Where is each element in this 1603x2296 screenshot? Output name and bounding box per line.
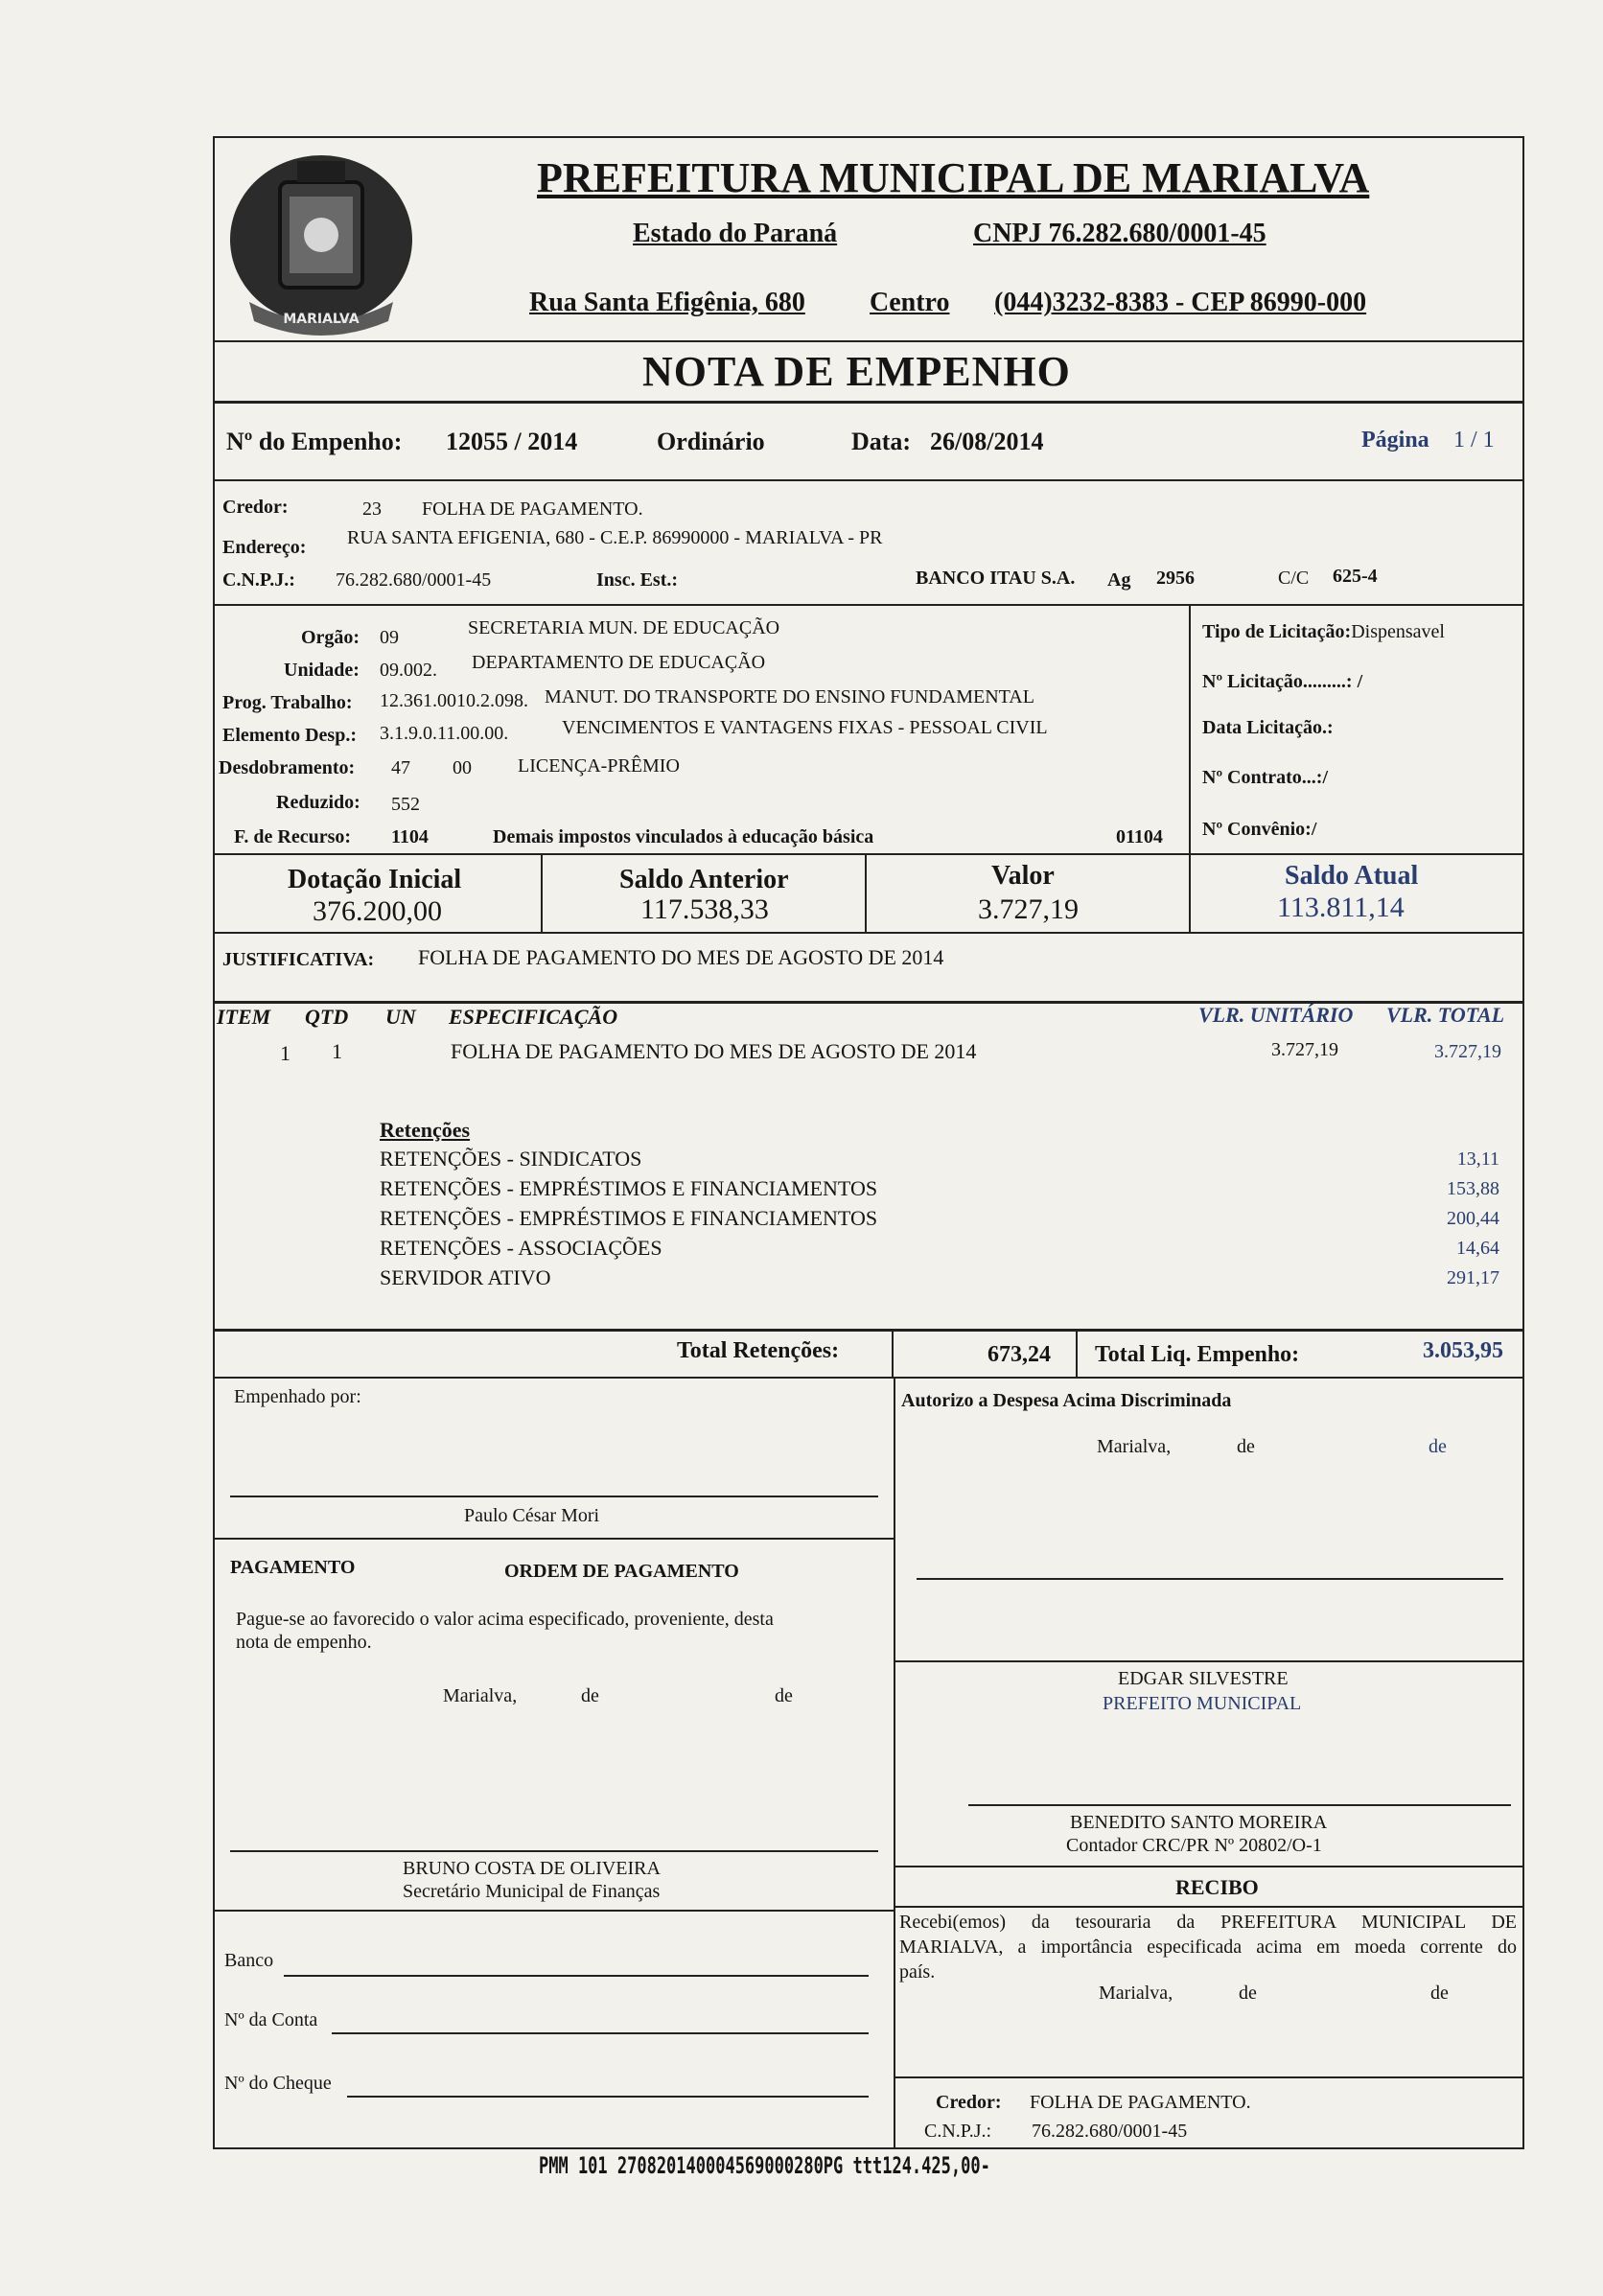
recibo-line-2: MARIALVA, a importância especificada acima em moeda corrente do [899,1937,1517,1958]
justificativa-label: JUSTIFICATIVA: [222,949,375,970]
autorizo-text: Autorizo a Despesa Acima Discriminada [901,1390,1232,1411]
total-liq: 3.053,95 [1423,1338,1503,1363]
endereco-label: Endereço: [222,537,307,558]
autorizo-marialva: Marialva, [1097,1436,1172,1457]
desdobramento-label: Desdobramento: [219,757,356,778]
licitacao-convenio: Nº Convênio:/ [1202,819,1317,840]
credor-cnpj-label: C.N.P.J.: [222,569,295,591]
empenho-date-label: Data: [851,428,912,455]
bank-name: BANCO ITAU S.A. [916,568,1076,589]
empenho-date: 26/08/2014 [930,428,1044,455]
barcode-text: PMM 101 270820140004569000280PG ttt124.425,00- [539,2153,990,2180]
vertical-divider [894,1379,895,2149]
divider [894,1906,1524,1908]
valor-label: Valor [991,861,1055,891]
col-unit-header: VLR. UNITÁRIO [1198,1003,1354,1027]
credor-label: Credor: [222,497,289,518]
bank-ag: 2956 [1156,568,1195,589]
pague-de-2: de [775,1685,793,1706]
endereco: RUA SANTA EFIGENIA, 680 - C.E.P. 86990000 - MARIALVA - PR [347,527,883,548]
ordem-label: ORDEM DE PAGAMENTO [504,1561,739,1582]
signature-line [968,1804,1511,1806]
desdobramento-name: LICENÇA-PRÊMIO [518,755,680,777]
total-retencoes: 673,24 [987,1342,1051,1367]
justificativa-text: FOLHA DE PAGAMENTO DO MES DE AGOSTO DE 2014 [418,945,944,969]
valor: 3.727,19 [978,893,1079,925]
orgao-name: SECRETARIA MUN. DE EDUCAÇÃO [468,617,780,638]
licitacao-tipo-label: Tipo de Licitação: [1202,621,1352,642]
divider [894,2076,1524,2078]
page-label: Página [1361,428,1429,452]
dotacao-inicial: 376.200,00 [313,895,442,927]
row-total: 3.727,19 [1434,1041,1501,1062]
licitacao-numero: Nº Licitação.........: / [1202,671,1363,692]
pagamento-label: PAGAMENTO [230,1557,356,1578]
header-state: Estado do Paraná [633,219,838,248]
retencao-value: 153,88 [1447,1178,1499,1199]
unidade-code: 09.002. [380,660,437,681]
row-unit: 3.727,19 [1271,1039,1338,1060]
unidade-name: DEPARTAMENTO DE EDUCAÇÃO [472,652,766,673]
divider [213,604,1524,606]
retencao-value: 200,44 [1447,1208,1499,1229]
empenho-number: 12055 / 2014 [446,428,578,455]
doc-title: NOTA DE EMPENHO [642,348,1071,395]
header-title: PREFEITURA MUNICIPAL DE MARIALVA [537,154,1370,201]
vertical-divider [541,855,543,932]
recibo-cnpj: 76.282.680/0001-45 [1032,2121,1188,2142]
header-phone-cep: (044)3232-8383 - CEP 86990-000 [994,288,1367,317]
desdobramento-sub: 00 [453,757,472,778]
credor-name: FOLHA DE PAGAMENTO. [422,499,643,520]
conta-label: Nº da Conta [224,2009,318,2030]
row-item: 1 [280,1041,290,1065]
retencao-value: 13,11 [1456,1148,1499,1170]
saldo-atual: 113.811,14 [1277,892,1405,923]
pague-line-2: nota de empenho. [236,1632,372,1653]
retencao-label: RETENÇÕES - EMPRÉSTIMOS E FINANCIAMENTOS [380,1176,878,1200]
page-number: 1 / 1 [1453,428,1495,452]
retencao-label: RETENÇÕES - EMPRÉSTIMOS E FINANCIAMENTOS [380,1206,878,1230]
vertical-divider [892,1331,894,1377]
saldo-atual-label: Saldo Atual [1285,861,1419,891]
reduzido: 552 [391,794,420,815]
recibo-marialva: Marialva, [1099,1983,1173,2004]
divider [213,853,1524,855]
credor-code: 23 [362,499,382,520]
total-retencoes-label: Total Retenções: [677,1338,840,1363]
dotacao-inicial-label: Dotação Inicial [288,865,462,894]
recibo-credor: FOLHA DE PAGAMENTO. [1030,2092,1251,2113]
credor-cnpj: 76.282.680/0001-45 [336,569,492,591]
divider [213,401,1524,404]
vertical-divider [1076,1331,1078,1377]
reduzido-label: Reduzido: [276,792,360,813]
orgao-label: Orgão: [301,627,360,648]
recibo-credor-label: Credor: [936,2092,1002,2113]
divider [213,932,1524,934]
signature-line [917,1578,1503,1580]
elemento-code: 3.1.9.0.11.00.00. [380,723,509,744]
empenho-type: Ordinário [657,428,765,455]
divider [213,340,1524,342]
divider [213,1910,895,1912]
cheque-label: Nº do Cheque [224,2073,332,2094]
retencoes-title: Retenções [380,1118,471,1142]
divider [213,1377,1524,1379]
secretario-title: Secretário Municipal de Finanças [403,1881,661,1902]
signature-line [230,1850,878,1852]
recurso-name: Demais impostos vinculados à educação básica [493,826,874,847]
empenhado-label: Empenhado por: [234,1386,361,1407]
pague-marialva: Marialva, [443,1685,518,1706]
vertical-divider [1189,855,1191,932]
pague-line-1: Pague-se ao favorecido o valor acima especificado, proveniente, desta [236,1609,774,1630]
row-spec: FOLHA DE PAGAMENTO DO MES DE AGOSTO DE 2014 [451,1039,977,1063]
svg-text:MARIALVA: MARIALVA [283,312,360,327]
vertical-divider [1189,606,1191,853]
signature-line [230,1496,878,1497]
col-un-header: UN [385,1005,416,1029]
recurso: 1104 [391,826,429,847]
pague-de-1: de [581,1685,599,1706]
header-district: Centro [870,288,950,317]
conta-field [332,2032,869,2034]
row-qtd: 1 [332,1039,342,1063]
autorizo-de-1: de [1237,1436,1255,1457]
recibo-de-1: de [1239,1983,1257,2004]
total-liq-label: Total Liq. Empenho: [1095,1342,1300,1367]
banco-label: Banco [224,1950,274,1971]
retencao-label: RETENÇÕES - SINDICATOS [380,1147,642,1171]
divider [213,479,1524,481]
col-spec-header: ESPECIFICAÇÃO [449,1005,618,1029]
recibo-cnpj-label: C.N.P.J.: [924,2121,992,2142]
divider [213,1329,1524,1332]
col-total-header: VLR. TOTAL [1386,1003,1505,1027]
recibo-de-2: de [1430,1983,1449,2004]
cheque-field [347,2096,869,2098]
banco-field [284,1975,869,1977]
elemento-label: Elemento Desp.: [222,725,357,746]
contador-name: BENEDITO SANTO MOREIRA [1070,1812,1328,1833]
header-cnpj: CNPJ 76.282.680/0001-45 [973,219,1266,248]
coat-of-arms-logo [221,144,422,345]
vertical-divider [865,855,867,932]
secretario-name: BRUNO COSTA DE OLIVEIRA [403,1858,661,1879]
retencao-label: SERVIDOR ATIVO [380,1265,551,1289]
empenho-number-label: Nº do Empenho: [226,428,403,455]
licitacao-tipo [1202,621,1445,643]
contador-title: Contador CRC/PR Nº 20802/O-1 [1066,1835,1322,1856]
bank-cc-label: C/C [1278,568,1310,589]
divider [894,1660,1524,1662]
recibo-title: RECIBO [1175,1875,1259,1899]
unidade-label: Unidade: [284,660,360,681]
prog-name: MANUT. DO TRANSPORTE DO ENSINO FUNDAMENTAL [545,686,1034,707]
retencao-value: 14,64 [1456,1238,1499,1259]
prog-code: 12.361.0010.2.098. [380,690,528,711]
saldo-anterior: 117.538,33 [640,893,769,925]
prefeito-title: PREFEITO MUNICIPAL [1103,1693,1302,1714]
elemento-name: VENCIMENTOS E VANTAGENS FIXAS - PESSOAL CIVIL [562,717,1048,738]
retencao-label: RETENÇÕES - ASSOCIAÇÕES [380,1236,662,1260]
orgao-code: 09 [380,627,399,648]
bank-ag-label: Ag [1107,569,1131,591]
autorizo-de-2: de [1429,1436,1447,1457]
recurso-code: 01104 [1116,826,1163,847]
col-qtd-header: QTD [305,1005,349,1029]
prog-label: Prog. Trabalho: [222,692,353,713]
prefeito-name: EDGAR SILVESTRE [1118,1668,1289,1689]
bank-cc: 625-4 [1333,566,1378,587]
divider [894,1866,1524,1867]
recibo-line-3: país. [899,1961,936,1983]
desdobramento-code: 47 [391,757,410,778]
divider [213,1538,895,1540]
recurso-label: F. de Recurso: [234,826,352,847]
licitacao-contrato: Nº Contrato...:/ [1202,767,1329,788]
insc-label: Insc. Est.: [596,569,679,591]
empenhado-name: Paulo César Mori [464,1505,600,1526]
licitacao-tipo-value: Dispensavel [1351,621,1445,642]
recibo-line-1: Recebi(emos) da tesouraria da PREFEITURA MUNICIPAL DE [899,1912,1517,1933]
header-address: Rua Santa Efigênia, 680 [529,288,805,317]
saldo-anterior-label: Saldo Anterior [619,865,789,894]
licitacao-data: Data Licitação.: [1202,717,1334,738]
col-item-header: ITEM [217,1005,271,1029]
retencao-value: 291,17 [1447,1267,1499,1288]
